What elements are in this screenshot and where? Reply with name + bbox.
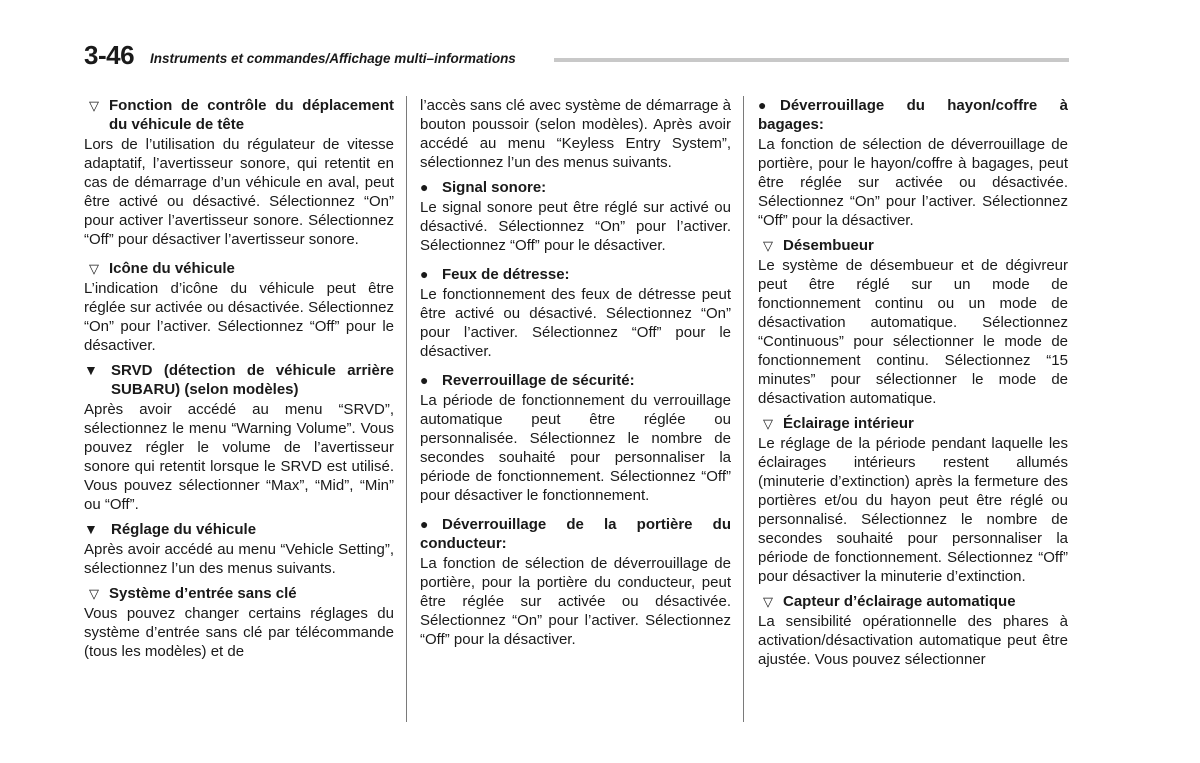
item-heading: ● Déverrouillage du hayon/coffre à bagages: [758,97,1068,133]
paragraph: Lors de l’utilisation du régulateur de vitesse adaptatif, l’avertisseur sonore, qui retentit en cas de démarrage d’un véhicule en aval, peut être activé ou désactivé. Sélectionnez “On” pour activer l’avertisseur sonore. Sélectionnez “Off” pour désactiver l’avertisseur sonore. [84,136,394,248]
section-heading: ▼ SRVD (détection de véhicule arrière SUBARU) (selon modèles) [84,362,394,398]
item-heading: ● Déverrouillage de la portière du conducteur: [420,516,731,552]
triangle-marker-icon: ▽ [89,98,99,113]
subsection-heading: ▽ Éclairage intérieur [763,415,914,432]
paragraph: Après avoir accédé au menu “Vehicle Setting”, sélectionnez l’un des menus suivants. [84,541,394,577]
bullet-icon: ● [420,266,429,282]
paragraph: Après avoir accédé au menu “SRVD”, sélectionnez le menu “Warning Volume”. Vous pouvez régler le volume de l’avertisseur sonore qui retentit lorsque le SRVD est utilisé. Vous pouvez sélectionner “Max”, “Mid”, “Min” ou “Off”. [84,401,394,513]
filled-triangle-marker-icon: ▼ [84,362,98,378]
bullet-icon: ● [420,516,429,532]
paragraph: Vous pouvez changer certains réglages du système d’entrée sans clé par télécommande (tous les modèles) et de [84,605,394,660]
section-heading: ▼ Réglage du véhicule [84,521,257,538]
column-divider [406,96,407,722]
triangle-marker-icon: ▽ [763,238,773,253]
item-heading: ● Reverrouillage de sécurité: [420,372,635,389]
subsection-heading: ▽ Désembueur [763,237,874,254]
filled-triangle-marker-icon: ▼ [84,521,98,537]
triangle-marker-icon: ▽ [763,594,773,609]
triangle-marker-icon: ▽ [89,586,99,601]
bullet-icon: ● [758,97,767,113]
page-number: 3-46 [84,40,135,70]
triangle-marker-icon: ▽ [89,261,99,276]
bullet-icon: ● [420,179,429,195]
paragraph: Le fonctionnement des feux de détresse peut être activé ou désactivé. Sélectionnez “On” pour l’activer. Sélectionnez “Off” pour le désactiver. [420,286,731,360]
paragraph: L’indication d’icône du véhicule peut être réglée sur activée ou désactivée. Sélectionnez “On” pour l’activer. Sélectionnez “Off” pour le désactiver. [84,280,394,354]
paragraph: La sensibilité opérationnelle des phares à activation/désactivation automatique peut être ajustée. Vous pouvez sélectionner [758,613,1068,668]
bullet-icon: ● [420,372,429,388]
subsection-heading: ▽ Icône du véhicule [89,260,235,277]
column-middle [420,96,731,655]
paragraph: Le système de désembueur et de dégivreur peut être réglé sur un mode de fonctionnement continu ou un mode de désactivation automatique. Sélectionnez “Continuous” pour sélectionner le mode de fonctionnement continu. Sélectionnez “15 minutes” pour sélectionner le mode de désactivation automatique. [758,257,1068,407]
subsection-heading: ▽ Capteur d’éclairage automatique [763,593,1016,610]
paragraph: La période de fonctionnement du verrouillage automatique peut être réglée ou personnalisée. Sélectionnez le nombre de secondes souhaité pour personnaliser la période de fonctionnement. Sélectionnez “Off” pour désactiver le fonctionnement. [420,392,731,504]
page-header [84,40,1069,70]
paragraph: La fonction de sélection de déverrouillage de portière, pour la portière du conducteur, peut être réglée sur activée ou désactivée. Sélectionnez “On” pour l’activer. Sélectionnez “Off” pour la désactiver. [420,555,731,648]
section-title: Instruments et commandes/Affichage multi–informations [150,51,516,66]
column-divider [743,96,744,722]
subsection-heading: ▽ Système d’entrée sans clé [89,585,297,602]
triangle-marker-icon: ▽ [763,416,773,431]
item-heading: ● Feux de détresse: [420,266,570,283]
column-left [84,96,394,667]
paragraph: Le signal sonore peut être réglé sur activé ou désactivé. Sélectionnez “On” pour l’activer. Sélectionnez “Off” pour le désactiver. [420,199,731,254]
paragraph: Le réglage de la période pendant laquelle les éclairages intérieurs restent allumés (minuterie d’extinction) après la fermeture des portières et/ou du hayon peut être réglé ou personnalisé. Sélectionnez le nombre de secondes souhaité pour personnaliser la période de fonctionnement. Sélectionnez “Off” pour désactiver la minuterie d’extinction. [758,435,1068,585]
paragraph: l’accès sans clé avec système de démarrage à bouton poussoir (selon modèles). Après avoir accédé au menu “Keyless Entry System”, sélectionnez l’un des menus suivants. [420,97,731,171]
header-rule [554,58,1069,62]
item-heading: ● Signal sonore: [420,179,547,196]
paragraph: La fonction de sélection de déverrouillage de portière, pour le hayon/coffre à bagages, peut être réglée sur activée ou désactivée. Sélectionnez “On” pour l’activer. Sélectionnez “Off” pour la désactiver. [758,136,1068,229]
column-right [758,96,1068,675]
subsection-heading: ▽ Fonction de contrôle du déplacement du véhicule de tête [89,97,394,133]
